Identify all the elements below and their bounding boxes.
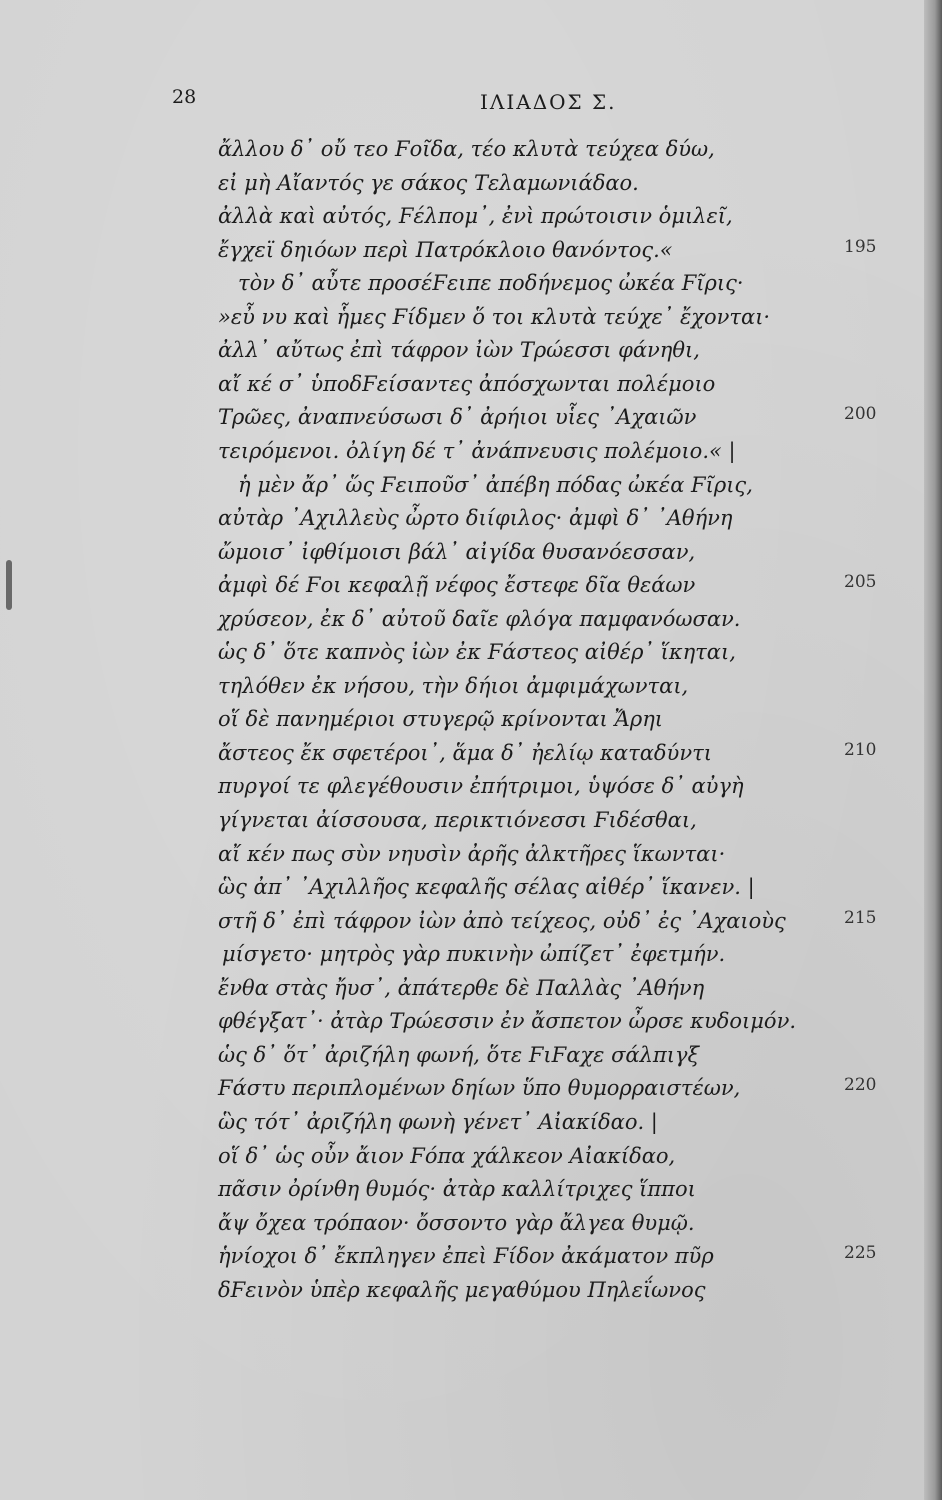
verse-line	[0, 1004, 900, 1038]
verse-line	[0, 333, 900, 367]
line-number: 210	[844, 739, 877, 760]
verse-text: χρύσεον, ἐκ δ᾽ αὐτοῦ δαῖε φλόγα παμφανόωσαν.	[218, 606, 741, 631]
verse-text: γίγνεται ἀίσσουσα, περικτιόνεσσι Ϝιδέσθαι,	[218, 808, 697, 832]
verse-line	[0, 468, 900, 502]
verse-line	[0, 1071, 900, 1105]
verse-line	[0, 1239, 900, 1273]
verse-text: ὣς τότ᾽ ἀριζήλη φωνὴ γένετ᾽ Αἰακίδαο. |	[218, 1109, 658, 1134]
verse-text: ἀλλὰ καὶ αὐτός, Ϝέλπομ᾽, ἐνὶ πρώτοισιν ὁμιλεῖ,	[218, 204, 733, 229]
verse-line	[0, 233, 900, 267]
verse-line	[0, 602, 900, 636]
verse-text: »εὖ νυ καὶ ἧμες Ϝίδμεν ὅ τοι κλυτὰ τεύχε᾽ ἔχονται·	[218, 304, 771, 329]
verse-text: ἀλλ᾽ αὔτως ἐπὶ τάφρον ἰὼν Τρώεσσι φάνηθι,	[218, 338, 700, 363]
verse-text: ὡς δ᾽ ὅτε καπνὸς ἰὼν ἐκ Ϝάστεος αἰθέρ᾽ ἵκηται,	[218, 640, 736, 665]
verse-text: μίσγετο· μητρὸς γὰρ πυκινὴν ὠπίζετ᾽ ἐφετμήν.	[222, 942, 726, 967]
verse-text: ἄλλου δ᾽ οὔ τεο Ϝοῖδα, τέο κλυτὰ τεύχεα δύω,	[218, 137, 715, 161]
verse-line	[0, 635, 900, 669]
verse-text: ἔγχεϊ δηιόων περὶ Πατρόκλοιο θανόντος.«	[218, 237, 673, 262]
verse-text: οἵ δ᾽ ὡς οὖν ἄιον Ϝόπα χάλκεον Αἰακίδαο,	[218, 1143, 676, 1168]
verse-text: δϜεινὸν ὑπὲρ κεφαλῆς μεγαθύμου Πηλεΐωνος	[218, 1277, 706, 1302]
verse-text: Ϝάστυ περιπλομένων δηίων ὕπο θυμορραιστέων,	[218, 1076, 741, 1101]
verse-line	[0, 769, 900, 803]
verse-text: εἰ μὴ Αἴαντός γε σάκος Τελαμωνιάδαο.	[218, 170, 639, 195]
verse-line	[0, 702, 900, 736]
verse-text: αἴ κέν πως σὺν νηυσὶν ἀρῆς ἀλκτῆρες ἵκωνται·	[218, 841, 726, 866]
verse-line	[0, 501, 900, 535]
verse-text: αὐτὰρ ᾽Αχιλλεὺς ὦρτο διίφιλος· ἀμφὶ δ᾽ ᾽Αθήνη	[218, 506, 733, 531]
verse-line	[0, 400, 900, 434]
verse-line	[0, 434, 900, 468]
verse-line	[0, 837, 900, 871]
verse-line	[0, 803, 900, 837]
verse-line	[0, 199, 900, 233]
line-number: 200	[844, 404, 877, 425]
verse-line	[0, 971, 900, 1005]
verse-text: φθέγξατ᾽· ἀτὰρ Τρώεσσιν ἐν ἄσπετον ὦρσε κυδοιμόν.	[218, 1009, 797, 1034]
verse-text: ἄψ ὄχεα τρόπαον· ὄσσοντο γὰρ ἄλγεα θυμῷ.	[218, 1210, 695, 1235]
verse-text: πυργοί τε φλεγέθουσιν ἐπήτριμοι, ὑψόσε δ᾽ αὐγὴ	[218, 774, 744, 799]
verse-line	[0, 669, 900, 703]
verse-text: Τρῶες, ἀναπνεύσωσι δ᾽ ἀρήιοι υἷες ᾽Αχαιῶν	[218, 405, 697, 430]
verse-text: ὡς δ᾽ ὅτ᾽ ἀριζήλη φωνή, ὅτε ϜιϜαχε σάλπιγξ	[218, 1042, 700, 1067]
line-number: 225	[844, 1243, 877, 1264]
line-number: 195	[844, 236, 877, 257]
verse-line	[0, 937, 900, 971]
verse-text: τηλόθεν ἐκ νήσου, τὴν δήιοι ἀμφιμάχωνται,	[218, 673, 689, 698]
verse-text: αἴ κέ σ᾽ ὑποδϜείσαντες ἀπόσχωνται πολέμοιο	[218, 371, 716, 396]
verse-text: ἡνίοχοι δ᾽ ἔκπληγεν ἐπεὶ Ϝίδον ἀκάματον πῦρ	[218, 1244, 714, 1269]
verse-line	[0, 870, 900, 904]
verse-text: τειρόμενοι. ὀλίγη δέ τ᾽ ἀνάπνευσις πολέμοιο.« |	[218, 438, 736, 463]
verse-text: οἵ δὲ πανημέριοι στυγερῷ κρίνονται Ἄρηι	[218, 707, 664, 732]
verse-text: στῆ δ᾽ ἐπὶ τάφρον ἰὼν ἀπὸ τείχεος, οὐδ᾽ ἐς ᾽Αχαιοὺς	[218, 908, 786, 933]
running-head: ΙΛΙΑΔΟΣ Σ.	[480, 90, 617, 114]
verse-line	[0, 568, 900, 602]
verse-line	[0, 300, 900, 334]
verse-line	[0, 166, 900, 200]
verse-text: τὸν δ᾽ αὖτε προσέϜειπε ποδήνεμος ὠκέα Ϝῖρις·	[238, 271, 744, 296]
verse-line	[0, 1172, 900, 1206]
verse-line	[0, 266, 900, 300]
verse-line	[0, 1139, 900, 1173]
verse-text: ὤμοισ᾽ ἰφθίμοισι βάλ᾽ αἰγίδα θυσανόεσσαν,	[218, 539, 696, 564]
verse-line	[0, 535, 900, 569]
verse-text: ἡ μὲν ἄρ᾽ ὥς Ϝειποῦσ᾽ ἀπέβη πόδας ὠκέα Ϝῖρις,	[238, 472, 753, 497]
verse-line	[0, 1273, 900, 1307]
verse-text: ὣς ἀπ᾽ ᾽Αχιλλῆος κεφαλῆς σέλας αἰθέρ᾽ ἵκανεν. |	[218, 875, 755, 900]
verse-line	[0, 367, 900, 401]
verse-text: ἄστεος ἔκ σφετέροι᾽, ἅμα δ᾽ ἠελίῳ καταδύντι	[218, 740, 712, 765]
verse-line	[0, 132, 900, 166]
verse-line	[0, 736, 900, 770]
line-number: 205	[844, 572, 877, 593]
line-number: 220	[844, 1075, 877, 1096]
line-number: 215	[844, 907, 877, 928]
verse-line	[0, 1206, 900, 1240]
verse-line	[0, 1105, 900, 1139]
page-edge	[924, 0, 942, 1500]
verse-line	[0, 904, 900, 938]
verse-text: πᾶσιν ὀρίνθη θυμός· ἀτὰρ καλλίτριχες ἵπποι	[218, 1177, 696, 1202]
verse-text: ἀμφὶ δέ Ϝοι κεφαλῇ νέφος ἔστεφε δῖα θεάων	[218, 573, 696, 598]
verse-line	[0, 1038, 900, 1072]
page-number: 28	[172, 86, 197, 108]
verse-text: ἔνθα στὰς ἤυσ᾽, ἀπάτερθε δὲ Παλλὰς ᾽Αθήνη	[218, 975, 705, 1000]
